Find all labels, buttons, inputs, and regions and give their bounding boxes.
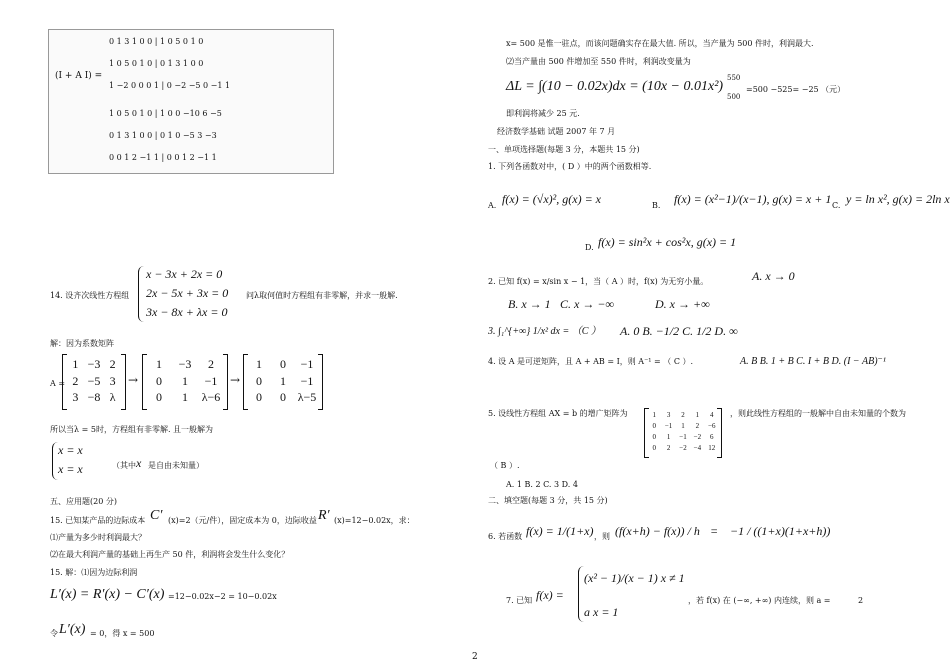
scan-row: 1 −2 0 0 0 1 | 0 −2 −5 0 −1 1 — [109, 81, 231, 90]
q6-equals: = — [710, 524, 719, 538]
matrix-cell: 1 — [72, 357, 79, 371]
matrix-cell: −1 — [664, 422, 673, 430]
matrix-cell: 2 — [666, 444, 671, 452]
augmented-matrix — [644, 408, 722, 458]
free-note-post: 是自由未知量） — [148, 461, 204, 470]
q7-case-2: a x = 1 — [584, 605, 619, 619]
q7-function: f(x) = — [536, 588, 564, 602]
matrix-cell: −2 — [679, 444, 687, 452]
q15-solution: 15. 解：⑴因为边际利润 — [50, 568, 138, 577]
matrix-cell: −3 — [87, 357, 101, 371]
matrix-cell: 2 — [109, 357, 116, 371]
matrix-cell: 1 — [652, 411, 656, 419]
page-number: 2 — [472, 652, 478, 662]
matrix-cell: 1 — [695, 411, 700, 419]
q6-answer: −1 / ((1+x)(1+x+h)) — [730, 524, 831, 538]
matrix-cell: 0 — [652, 422, 656, 430]
q2-opt-C: C. x → −∞ — [560, 297, 614, 311]
matrix-cell: 4 — [710, 411, 714, 419]
matrix-cell: 3 — [72, 390, 79, 405]
matrix-cell: 0 — [280, 390, 286, 405]
matrix-cell: 1 — [280, 373, 286, 388]
matrix-A-label: A = — [50, 379, 66, 388]
q4-text: 4. 设 A 是可逆矩阵，且 A + AB = I，则 A⁻¹ = （ C ）. — [488, 357, 694, 366]
q5-options: A. 1 B. 2 C. 3 D. 4 — [506, 480, 578, 489]
matrix-cell: 1 — [666, 433, 671, 441]
delta-upper: 550 — [727, 74, 741, 82]
set-zero-tail: = 0，得 x = 500 — [90, 629, 155, 638]
marginal-profit-tail: =12−0.02x−2 = 10−0.02x — [168, 592, 277, 601]
matrix-cell: −5 — [87, 373, 101, 388]
r-line-3: 即利润将减少 25 元. — [506, 109, 580, 118]
q14-tail: 问λ取何值时方程组有非零解，并求一般解. — [246, 291, 398, 300]
q7-case-1: (x² − 1)/(x − 1) x ≠ 1 — [584, 571, 685, 585]
q3-text: 3. ∫₁^{+∞} 1/x² dx = （C ） — [488, 326, 601, 337]
free-var: x — [136, 456, 142, 470]
q1-opt-B-label: B. — [652, 201, 661, 210]
section-1-heading: 一、单项选择题(每题 3 分，本题共 15 分) — [488, 145, 640, 154]
r-line-2: ⑵当产量由 500 件增加至 550 件时，利润改变量为 — [506, 57, 691, 66]
matrix-cell: −2 — [693, 433, 702, 441]
q2-opt-B: B. x → 1 — [508, 297, 551, 311]
matrix-cell: 1 — [681, 422, 685, 430]
matrix-1 — [62, 354, 126, 410]
matrix-cell: 0 — [156, 390, 162, 405]
marginal-revenue-symbol: R′ — [318, 508, 330, 523]
matrix-cell: 2 — [695, 422, 700, 430]
system-brace — [138, 266, 145, 322]
free-note-pre: （其中 — [112, 461, 136, 470]
matrix-cell: 1 — [156, 357, 162, 371]
q6-text-b: ，则 — [594, 532, 610, 541]
q15-text-a: 15. 已知某产品的边际成本 — [50, 516, 146, 525]
q14-label: 14. 设齐次线性方程组 — [50, 291, 130, 300]
delta-lower: 500 — [727, 93, 741, 101]
matrix-cell: −1 — [300, 373, 314, 388]
matrix-cell: 3 — [666, 411, 671, 419]
matrix-cell: −4 — [693, 444, 702, 452]
matrix-cell: 3 — [109, 373, 116, 388]
matrix-cell: −8 — [87, 390, 101, 405]
q1-opt-C: y = ln x², g(x) = 2ln x — [846, 192, 950, 206]
q5-text-a: 5. 设线性方程组 AX = b 的增广矩阵为 — [488, 409, 628, 418]
scan-row: 0 1 3 1 0 0 | 0 1 0 −5 3 −3 — [109, 131, 217, 140]
arrow-icon: → — [128, 373, 139, 387]
matrix-cell: λ — [109, 390, 116, 405]
q2-opt-D: D. x → +∞ — [655, 297, 710, 311]
q5-answer: （ B ）. — [490, 461, 520, 470]
set-zero-text: 令 — [50, 629, 58, 638]
matrix-cell: λ−6 — [201, 390, 221, 405]
r-line-1: x= 500 是惟一驻点，而该问题确实存在最大值. 所以，当产量为 500 件时，利润最大. — [506, 39, 814, 48]
q1-opt-D: f(x) = sin²x + cos²x, g(x) = 1 — [598, 235, 737, 249]
q15-text-b: (x)=2（元/件），固定成本为 0，边际收益 — [168, 516, 317, 525]
matrix-cell: 1 — [182, 390, 188, 405]
q3-options: A. 0 B. −1/2 C. 1/2 D. ∞ — [620, 324, 738, 338]
delta-L-formula: ΔL = ∫(10 − 0.02x)dx = (10x − 0.01x²) — [506, 79, 724, 94]
scan-row: 0 1 3 1 0 0 | 1 0 5 0 1 0 — [109, 37, 204, 46]
q15-text-c: (x)=12−0.02x，求： — [334, 516, 415, 525]
exam-title: 经济数学基础 试题 2007 年 7 月 — [497, 127, 616, 136]
solution-intro: 解：因为系数矩阵 — [50, 339, 114, 348]
conclusion-text: 所以当λ = 5时，方程组有非零解. 且一般解为 — [50, 425, 214, 434]
matrix-cell: −1 — [204, 373, 218, 388]
section-5-heading: 五、应用题(20 分) — [50, 497, 117, 506]
general-solution-2: x = x — [58, 462, 83, 476]
marginal-profit-formula: L′(x) = R′(x) − C′(x) — [50, 587, 165, 602]
q1-text: 1. 下列各函数对中，( D ）中的两个函数相等. — [488, 162, 652, 171]
section-2-heading: 二、填空题(每题 3 分，共 15 分) — [488, 496, 608, 505]
q14-eq2: 2x − 5x + 3x = 0 — [146, 286, 229, 300]
set-zero-symbol: L′(x) — [59, 622, 86, 637]
q15-part1: ⑴产量为多少时利润最大？ — [50, 533, 146, 542]
matrix-cell: −1 — [679, 433, 687, 441]
matrix-cell: 0 — [652, 433, 656, 441]
q2-opt-A: A. x → 0 — [752, 269, 795, 283]
matrix-2 — [142, 354, 228, 410]
matrix-cell: 1 — [256, 357, 262, 371]
matrix-cell: 0 — [280, 357, 286, 371]
arrow-icon: → — [230, 373, 241, 387]
scan-matrix-label: (I + A I) = — [55, 71, 103, 81]
matrix-cell: 0 — [256, 390, 262, 405]
q6-difference-quotient: (f(x+h) − f(x)) / h — [615, 524, 700, 538]
q2-text: 2. 已知 f(x) = x/sin x − 1，当（ A ）时，f(x) 为无穷小量。 — [488, 277, 709, 286]
q1-opt-A: f(x) = (√x)², g(x) = x — [502, 192, 601, 206]
matrix-cell: 0 — [256, 373, 262, 388]
matrix-cell: 2 — [208, 357, 214, 371]
q14-eq3: 3x − 8x + λx = 0 — [146, 305, 228, 319]
q15-part2: ⑵在最大利润产量的基础上再生产 50 件，利润将会发生什么变化？ — [50, 550, 290, 559]
q5-text-b: ，则此线性方程组的一般解中自由未知量的个数为 — [730, 409, 906, 418]
q7-text-a: 7. 已知 — [506, 596, 533, 605]
q14-eq1: x − 3x + 2x = 0 — [146, 267, 223, 281]
q7-text-b: ，若 f(x) 在 (−∞, +∞) 内连续，则 a = — [688, 596, 831, 605]
marginal-cost-symbol: C′ — [150, 508, 163, 523]
q1-opt-A-label: A. — [488, 201, 497, 210]
q1-opt-C-label: C. — [832, 201, 841, 210]
q1-opt-B: f(x) = (x²−1)/(x−1), g(x) = x + 1 — [674, 192, 832, 206]
matrix-cell: −6 — [708, 422, 716, 430]
matrix-cell: −1 — [300, 357, 314, 371]
matrix-cell: λ−5 — [297, 390, 317, 405]
delta-tail: =500 −525= −25 （元） — [746, 85, 846, 94]
q1-opt-D-label: D. — [585, 243, 594, 252]
q6-text-a: 6. 若函数 — [488, 532, 523, 541]
scan-row: 0 0 1 2 −1 1 | 0 0 1 2 −1 1 — [109, 153, 217, 162]
q6-function: f(x) = 1/(1+x) — [526, 524, 594, 538]
matrix-cell: 1 — [182, 373, 188, 388]
matrix-cell: 0 — [156, 373, 162, 388]
scanned-matrix-image — [48, 29, 334, 174]
matrix-cell: −3 — [178, 357, 192, 371]
scan-row: 1 0 5 0 1 0 | 1 0 0 −10 6 −5 — [109, 109, 222, 118]
general-solution-1: x = x — [58, 443, 83, 457]
q7-answer: 2 — [858, 596, 864, 605]
scan-row: 1 0 5 0 1 0 | 0 1 3 1 0 0 — [109, 59, 204, 68]
matrix-3 — [243, 354, 323, 410]
matrix-cell: 2 — [72, 373, 79, 388]
matrix-cell: 2 — [681, 411, 685, 419]
matrix-cell: 0 — [652, 444, 656, 452]
matrix-cell: 12 — [708, 444, 716, 452]
q4-options: A. B B. 1 + B C. I + B D. (I − AB)⁻¹ — [740, 356, 886, 367]
matrix-cell: 6 — [710, 433, 714, 441]
